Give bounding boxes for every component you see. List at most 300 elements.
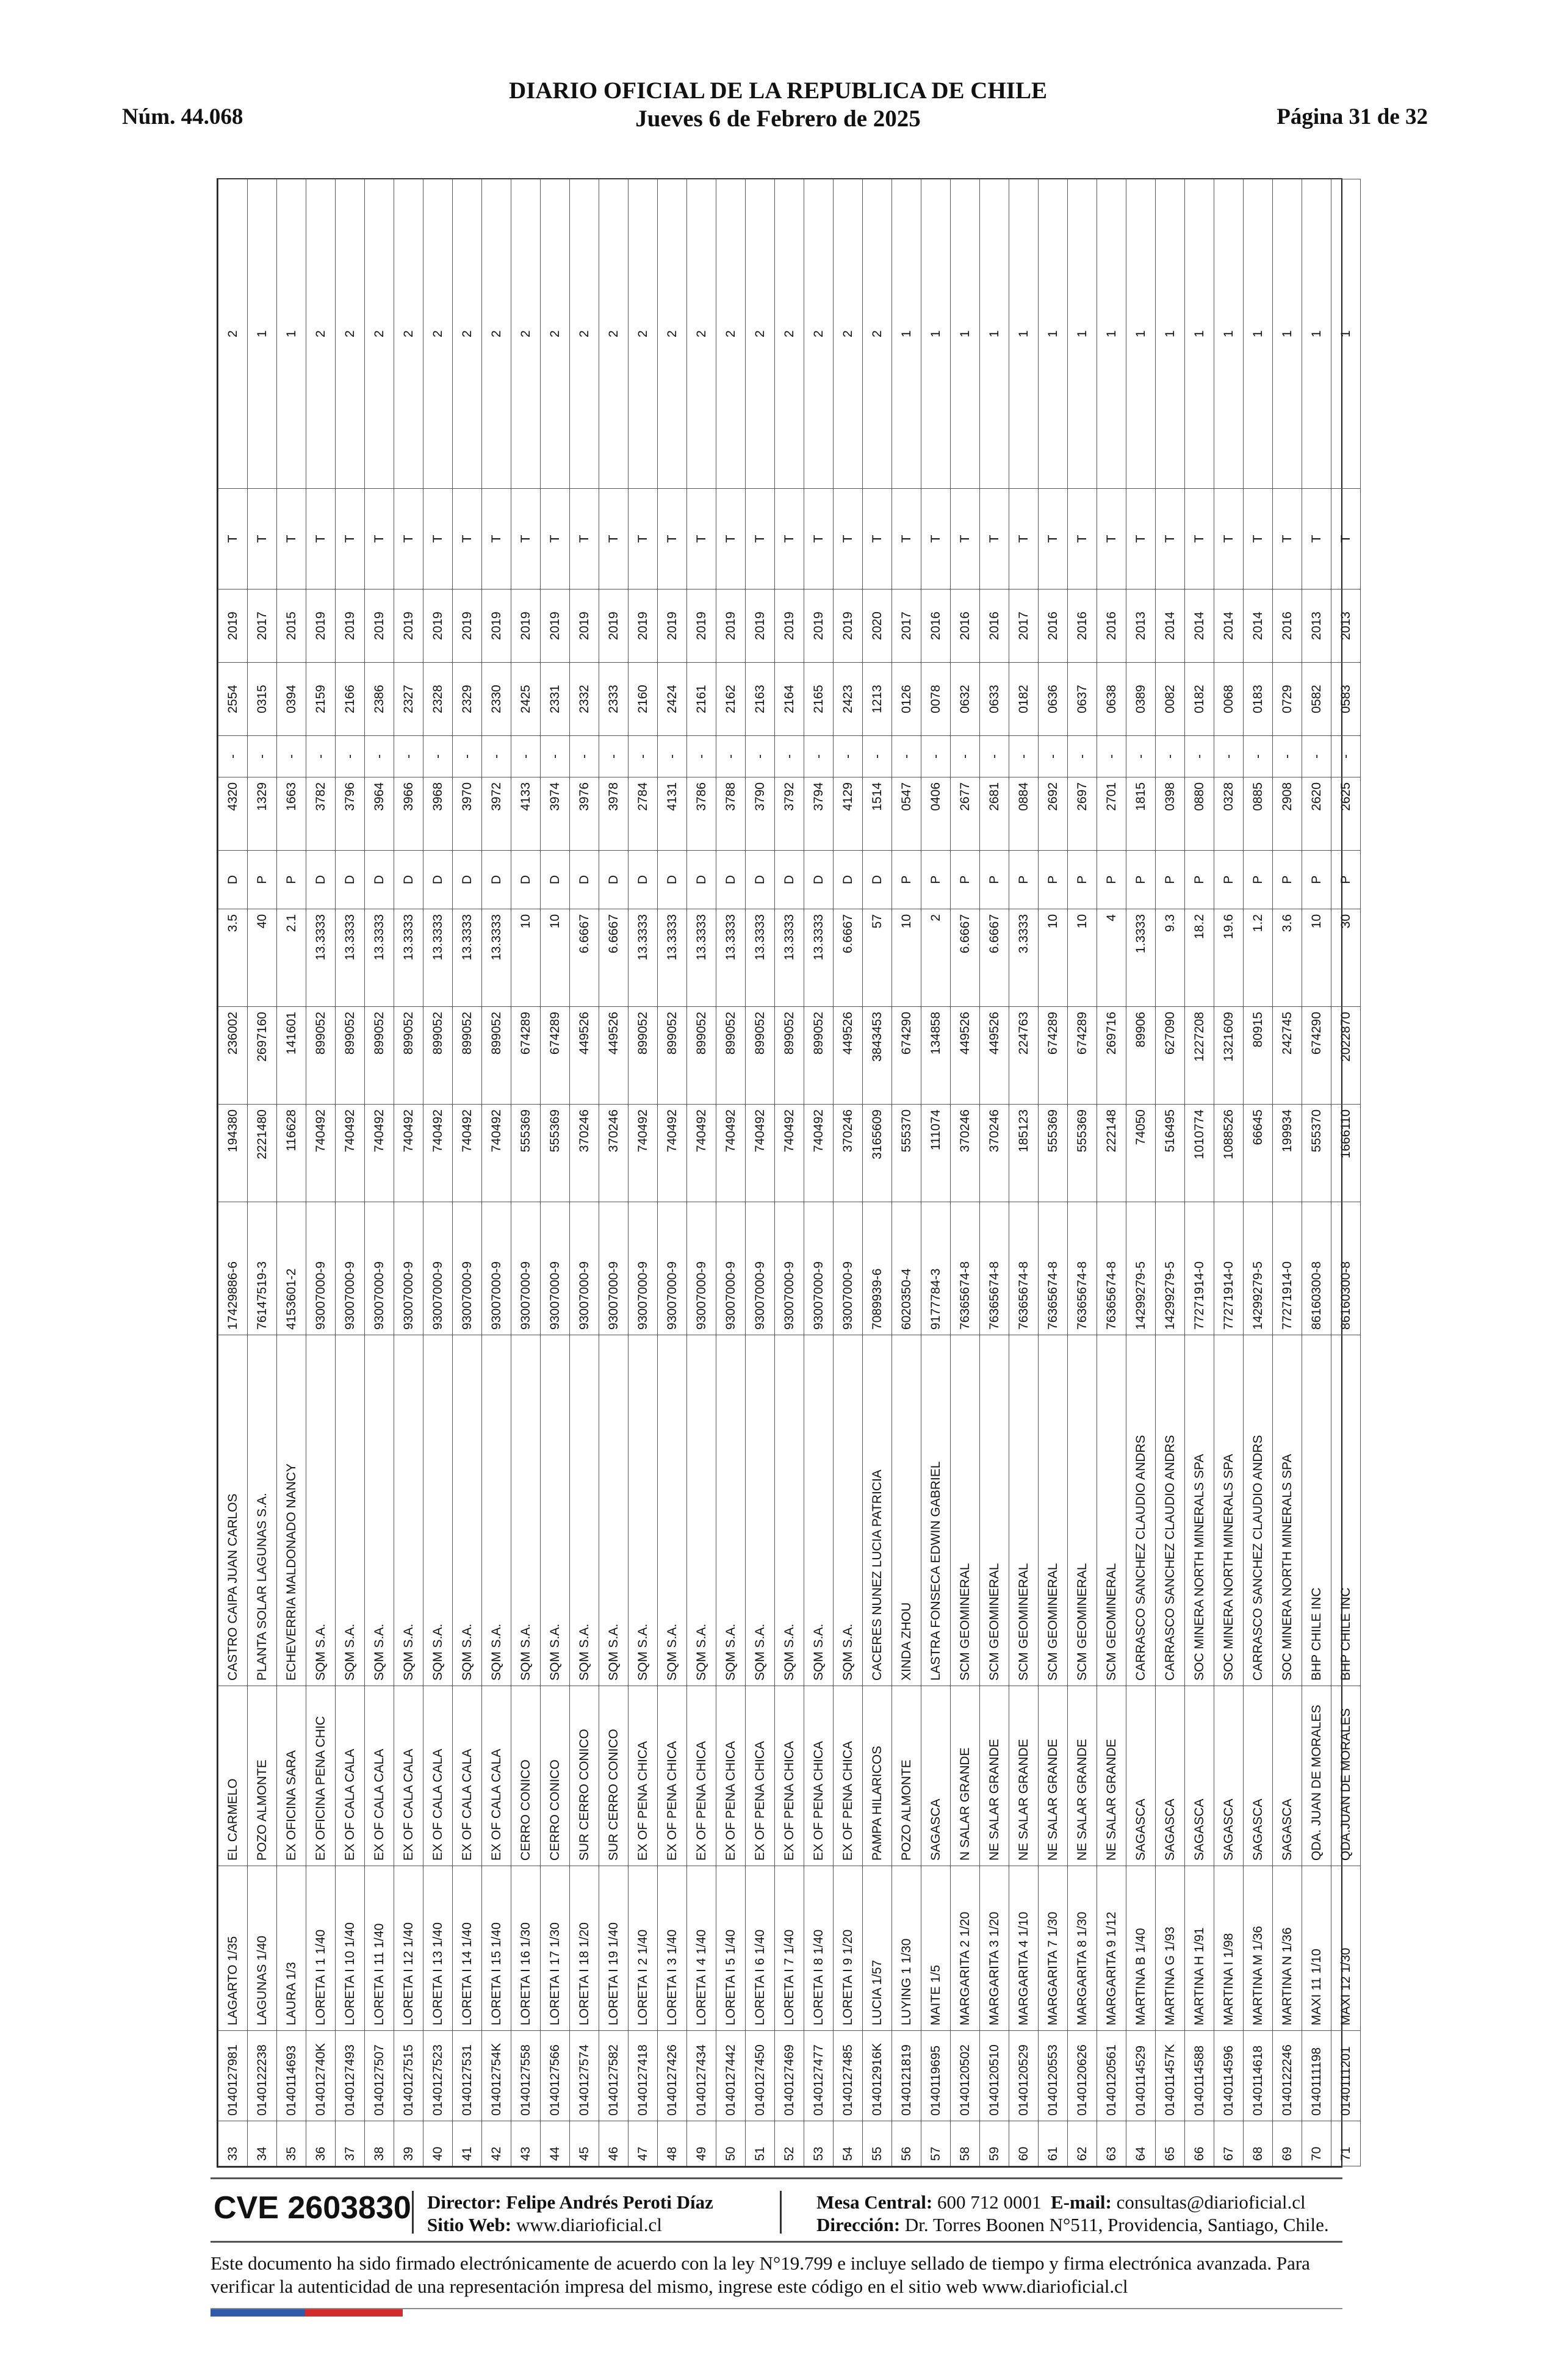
- table-row: [453, 179, 482, 2166]
- table-cell: 61: [1039, 2121, 1068, 2166]
- table-cell: 10: [511, 909, 541, 1007]
- table-cell: 93007000-9: [453, 1202, 482, 1335]
- table-cell: MAXI 12 1/30: [1331, 1866, 1361, 2031]
- table-cell: 0182: [1185, 663, 1214, 736]
- table-cell: 2: [629, 179, 658, 489]
- table-cell: -: [1273, 736, 1302, 777]
- table-cell: 2424: [658, 663, 687, 736]
- table-cell: T: [980, 489, 1009, 590]
- table-cell: 014011457K: [1156, 2031, 1185, 2121]
- table-cell: MAXI 11 1/10: [1302, 1866, 1331, 2031]
- table-cell: 77271914-0: [1185, 1202, 1214, 1335]
- concessions-table-rotated: [218, 179, 1353, 2166]
- table-cell: CERRO CONICO: [511, 1686, 541, 1866]
- table-cell: EX OF PENA CHICA: [804, 1686, 834, 1866]
- table-cell: D: [775, 851, 804, 909]
- table-cell: 4131: [658, 777, 687, 851]
- table-cell: LORETA I 8 1/40: [804, 1866, 834, 2031]
- table-cell: 2328: [423, 663, 453, 736]
- table-cell: 0140120561: [1097, 2031, 1126, 2121]
- table-cell: 2019: [306, 590, 336, 663]
- table-cell: 76365674-8: [1097, 1202, 1126, 1335]
- table-cell: 13.3333: [804, 909, 834, 1007]
- table-cell: 899052: [804, 1007, 834, 1105]
- table-cell: T: [951, 489, 980, 590]
- table-cell: 62: [1068, 2121, 1097, 2166]
- table-cell: 1: [1156, 179, 1185, 489]
- table-cell: 0140127450: [746, 2031, 775, 2121]
- table-cell: 2019: [423, 590, 453, 663]
- table-cell: -: [365, 736, 394, 777]
- table-row: [1185, 179, 1214, 2166]
- table-cell: 38: [365, 2121, 394, 2166]
- mesa-label: Mesa Central:: [816, 2191, 933, 2213]
- table-cell: -: [1331, 736, 1361, 777]
- table-cell: 0140114618: [1244, 2031, 1273, 2121]
- table-cell: T: [892, 489, 921, 590]
- table-cell: SQM S.A.: [394, 1335, 423, 1686]
- site-link[interactable]: www.diarioficial.cl: [516, 2214, 662, 2235]
- table-cell: 54: [834, 2121, 863, 2166]
- table-cell: 1329: [248, 777, 277, 851]
- table-cell: QDA.JUAN DE MORALES: [1331, 1686, 1361, 1866]
- table-cell: LORETA I 9 1/20: [834, 1866, 863, 2031]
- table-cell: P: [1009, 851, 1039, 909]
- table-cell: 222148: [1097, 1105, 1126, 1202]
- table-cell: 86160300-8: [1331, 1202, 1361, 1335]
- table-cell: T: [1068, 489, 1097, 590]
- table-cell: 3796: [336, 777, 365, 851]
- table-cell: -: [218, 736, 248, 777]
- table-cell: -: [1039, 736, 1068, 777]
- table-cell: 0140127434: [687, 2031, 716, 2121]
- table-cell: 76365674-8: [1009, 1202, 1039, 1335]
- table-cell: 0082: [1156, 663, 1185, 736]
- table-cell: 1: [1009, 179, 1039, 489]
- table-cell: EX OF PENA CHICA: [658, 1686, 687, 1866]
- table-cell: 6.6667: [834, 909, 863, 1007]
- table-cell: -: [687, 736, 716, 777]
- table-cell: -: [453, 736, 482, 777]
- table-cell: -: [951, 736, 980, 777]
- table-row: [687, 179, 716, 2166]
- table-cell: 2013: [1126, 590, 1156, 663]
- table-cell: D: [629, 851, 658, 909]
- table-cell: LORETA I 6 1/40: [746, 1866, 775, 2031]
- footer-divider-middle: [211, 2241, 1342, 2243]
- table-cell: T: [336, 489, 365, 590]
- table-cell: 2014: [1185, 590, 1214, 663]
- table-cell: BHP CHILE INC: [1302, 1335, 1331, 1686]
- table-cell: 3794: [804, 777, 834, 851]
- table-cell: 2221480: [248, 1105, 277, 1202]
- table-cell: MARGARITA 3 1/20: [980, 1866, 1009, 2031]
- table-cell: 0633: [980, 663, 1009, 736]
- table-cell: 65: [1156, 2121, 1185, 2166]
- table-cell: LORETA I 18 1/20: [570, 1866, 599, 2031]
- table-row: [980, 179, 1009, 2166]
- table-cell: SAGASCA: [1244, 1686, 1273, 1866]
- table-cell: 0583: [1331, 663, 1361, 736]
- table-cell: 48: [658, 2121, 687, 2166]
- table-cell: 449526: [599, 1007, 629, 1105]
- table-cell: 370246: [570, 1105, 599, 1202]
- table-cell: 0884: [1009, 777, 1039, 851]
- table-cell: -: [775, 736, 804, 777]
- table-cell: T: [394, 489, 423, 590]
- table-cell: 2625: [1331, 777, 1361, 851]
- table-row: [1244, 179, 1273, 2166]
- footer-separator: [412, 2191, 414, 2234]
- table-cell: MARTINA H 1/91: [1185, 1866, 1214, 2031]
- table-cell: 3788: [716, 777, 746, 851]
- table-cell: 57: [921, 2121, 951, 2166]
- table-cell: 93007000-9: [687, 1202, 716, 1335]
- table-cell: 0394: [277, 663, 306, 736]
- table-cell: 35: [277, 2121, 306, 2166]
- table-cell: 1: [277, 179, 306, 489]
- table-cell: SCM GEOMINERAL: [1039, 1335, 1068, 1686]
- table-cell: 2163: [746, 663, 775, 736]
- table-cell: 0140111198: [1302, 2031, 1331, 2121]
- table-cell: SQM S.A.: [775, 1335, 804, 1686]
- table-cell: 13.3333: [629, 909, 658, 1007]
- table-cell: P: [248, 851, 277, 909]
- table-cell: MARTINA N 1/36: [1273, 1866, 1302, 2031]
- table-cell: 0140111201: [1331, 2031, 1361, 2121]
- table-cell: 449526: [834, 1007, 863, 1105]
- table-cell: N SALAR GRANDE: [951, 1686, 980, 1866]
- table-cell: 3.5: [218, 909, 248, 1007]
- table-cell: 899052: [629, 1007, 658, 1105]
- concessions-table-frame: [217, 178, 1353, 2168]
- table-cell: 899052: [658, 1007, 687, 1105]
- table-cell: 899052: [453, 1007, 482, 1105]
- table-cell: 2: [394, 179, 423, 489]
- site-label: Sitio Web:: [427, 2214, 512, 2235]
- table-cell: 370246: [951, 1105, 980, 1202]
- table-cell: T: [453, 489, 482, 590]
- table-cell: LAGARTO 1/35: [218, 1866, 248, 2031]
- table-cell: 2162: [716, 663, 746, 736]
- table-cell: 93007000-9: [599, 1202, 629, 1335]
- table-cell: 2554: [218, 663, 248, 736]
- table-cell: 3966: [394, 777, 423, 851]
- table-cell: 2: [863, 179, 892, 489]
- table-cell: 1.3333: [1126, 909, 1156, 1007]
- table-cell: CASTRO CAIPA JUAN CARLOS: [218, 1335, 248, 1686]
- table-cell: 0140114588: [1185, 2031, 1214, 2121]
- table-cell: T: [1302, 489, 1331, 590]
- table-cell: P: [1156, 851, 1185, 909]
- table-cell: 3974: [541, 777, 570, 851]
- table-cell: NE SALAR GRANDE: [1097, 1686, 1126, 1866]
- table-cell: 7089939-6: [863, 1202, 892, 1335]
- table-cell: 2: [570, 179, 599, 489]
- table-cell: P: [1126, 851, 1156, 909]
- table-cell: T: [1273, 489, 1302, 590]
- table-cell: 14299279-5: [1126, 1202, 1156, 1335]
- table-row: [746, 179, 775, 2166]
- table-cell: 2329: [453, 663, 482, 736]
- table-cell: T: [804, 489, 834, 590]
- table-cell: 899052: [482, 1007, 511, 1105]
- table-cell: 76147519-3: [248, 1202, 277, 1335]
- table-cell: LORETA I 15 1/40: [482, 1866, 511, 2031]
- table-cell: 1663: [277, 777, 306, 851]
- footer-separator-2: [780, 2191, 782, 2234]
- table-cell: 1: [1068, 179, 1097, 489]
- table-cell: 2019: [365, 590, 394, 663]
- table-cell: 1: [1126, 179, 1156, 489]
- table-cell: D: [511, 851, 541, 909]
- table-cell: 2013: [1331, 590, 1361, 663]
- table-cell: 0068: [1214, 663, 1244, 736]
- table-cell: 2016: [1097, 590, 1126, 663]
- table-cell: EX OF PENA CHICA: [716, 1686, 746, 1866]
- table-cell: D: [570, 851, 599, 909]
- table-cell: SOC MINERA NORTH MINERALS SPA: [1185, 1335, 1214, 1686]
- cve-code: CVE 2603830: [214, 2190, 411, 2226]
- table-cell: 899052: [775, 1007, 804, 1105]
- table-cell: EX OF CALA CALA: [365, 1686, 394, 1866]
- table-cell: 0182: [1009, 663, 1039, 736]
- table-cell: 93007000-9: [804, 1202, 834, 1335]
- table-cell: 2016: [1039, 590, 1068, 663]
- table-cell: 899052: [716, 1007, 746, 1105]
- table-row: [365, 179, 394, 2166]
- table-cell: 0547: [892, 777, 921, 851]
- masthead: [473, 77, 1083, 133]
- table-cell: MARTINA B 1/40: [1126, 1866, 1156, 2031]
- flag-stripe-blue: [211, 2309, 305, 2317]
- table-cell: 0398: [1156, 777, 1185, 851]
- table-cell: -: [746, 736, 775, 777]
- table-cell: -: [658, 736, 687, 777]
- table-cell: 2164: [775, 663, 804, 736]
- table-cell: P: [1302, 851, 1331, 909]
- table-cell: T: [1097, 489, 1126, 590]
- table-cell: 6020350-4: [892, 1202, 921, 1335]
- table-cell: MARGARITA 8 1/30: [1068, 1866, 1097, 2031]
- table-cell: 60: [1009, 2121, 1039, 2166]
- table-cell: 2330: [482, 663, 511, 736]
- table-cell: 93007000-9: [658, 1202, 687, 1335]
- table-cell: 2019: [541, 590, 570, 663]
- table-cell: 2: [775, 179, 804, 489]
- table-cell: T: [1331, 489, 1361, 590]
- table-cell: 13.3333: [394, 909, 423, 1007]
- table-cell: D: [365, 851, 394, 909]
- table-cell: T: [511, 489, 541, 590]
- table-cell: T: [1039, 489, 1068, 590]
- table-cell: 674289: [1068, 1007, 1097, 1105]
- table-cell: 2016: [921, 590, 951, 663]
- table-cell: 3978: [599, 777, 629, 851]
- table-cell: 74050: [1126, 1105, 1156, 1202]
- table-cell: T: [1009, 489, 1039, 590]
- table-cell: 116628: [277, 1105, 306, 1202]
- director-name: Felipe Andrés Peroti Díaz: [506, 2191, 713, 2213]
- table-row: [277, 179, 306, 2166]
- table-cell: 3843453: [863, 1007, 892, 1105]
- table-cell: T: [1126, 489, 1156, 590]
- table-cell: -: [1185, 736, 1214, 777]
- table-cell: 899052: [423, 1007, 453, 1105]
- table-cell: 93007000-9: [423, 1202, 453, 1335]
- table-cell: 740492: [629, 1105, 658, 1202]
- table-cell: 50: [716, 2121, 746, 2166]
- table-row: [1068, 179, 1097, 2166]
- table-cell: T: [306, 489, 336, 590]
- table-cell: T: [218, 489, 248, 590]
- table-cell: 0880: [1185, 777, 1214, 851]
- table-cell: 52: [775, 2121, 804, 2166]
- table-cell: 740492: [453, 1105, 482, 1202]
- table-cell: 0126: [892, 663, 921, 736]
- table-cell: 17429886-6: [218, 1202, 248, 1335]
- table-cell: 0140127477: [804, 2031, 834, 2121]
- table-cell: QDA. JUAN DE MORALES: [1302, 1686, 1331, 1866]
- table-cell: -: [716, 736, 746, 777]
- table-cell: 2014: [1214, 590, 1244, 663]
- table-cell: -: [570, 736, 599, 777]
- table-cell: CARRASCO SANCHEZ CLAUDIO ANDRS: [1156, 1335, 1185, 1686]
- table-cell: 13.3333: [306, 909, 336, 1007]
- table-cell: 134858: [921, 1007, 951, 1105]
- table-row: [541, 179, 570, 2166]
- table-cell: 2019: [629, 590, 658, 663]
- table-cell: 4320: [218, 777, 248, 851]
- table-cell: 194380: [218, 1105, 248, 1202]
- table-cell: 13.3333: [658, 909, 687, 1007]
- table-cell: 13.3333: [453, 909, 482, 1007]
- table-cell: 674290: [892, 1007, 921, 1105]
- table-cell: D: [482, 851, 511, 909]
- table-cell: 93007000-9: [394, 1202, 423, 1335]
- table-cell: 1: [1244, 179, 1273, 489]
- table-cell: 13.3333: [716, 909, 746, 1007]
- table-cell: D: [453, 851, 482, 909]
- table-cell: 3786: [687, 777, 716, 851]
- table-cell: 0140122246: [1273, 2031, 1302, 2121]
- table-cell: 93007000-9: [336, 1202, 365, 1335]
- table-cell: 2016: [980, 590, 1009, 663]
- table-cell: 899052: [746, 1007, 775, 1105]
- table-row: [1126, 179, 1156, 2166]
- table-cell: D: [218, 851, 248, 909]
- table-cell: D: [716, 851, 746, 909]
- address-value: Dr. Torres Boonen N°511, Providencia, Santiago, Chile.: [904, 2214, 1329, 2235]
- table-cell: 516495: [1156, 1105, 1185, 1202]
- table-cell: 2016: [1273, 590, 1302, 663]
- table-cell: T: [1244, 489, 1273, 590]
- table-cell: 627090: [1156, 1007, 1185, 1105]
- table-cell: 93007000-9: [834, 1202, 863, 1335]
- table-cell: 0140114693: [277, 2031, 306, 2121]
- table-cell: PAMPA HILARICOS: [863, 1686, 892, 1866]
- table-cell: -: [804, 736, 834, 777]
- table-cell: 555369: [1039, 1105, 1068, 1202]
- table-cell: 2165: [804, 663, 834, 736]
- table-cell: 2019: [336, 590, 365, 663]
- table-cell: POZO ALMONTE: [892, 1686, 921, 1866]
- table-cell: T: [482, 489, 511, 590]
- table-cell: 740492: [336, 1105, 365, 1202]
- table-cell: 41: [453, 2121, 482, 2166]
- table-cell: 2014: [1244, 590, 1273, 663]
- table-cell: 141601: [277, 1007, 306, 1105]
- table-row: [892, 179, 921, 2166]
- table-cell: 242745: [1273, 1007, 1302, 1105]
- table-cell: 4153601-2: [277, 1202, 306, 1335]
- email-link[interactable]: consultas@diarioficial.cl: [1116, 2191, 1306, 2213]
- table-cell: D: [394, 851, 423, 909]
- table-cell: 2166: [336, 663, 365, 736]
- table-cell: MARTINA G 1/93: [1156, 1866, 1185, 2031]
- table-cell: LORETA I 10 1/40: [336, 1866, 365, 2031]
- table-cell: CARRASCO SANCHEZ CLAUDIO ANDRS: [1244, 1335, 1273, 1686]
- table-cell: 14299279-5: [1156, 1202, 1185, 1335]
- table-cell: 2425: [511, 663, 541, 736]
- table-cell: 2327: [394, 663, 423, 736]
- table-cell: 1666110: [1331, 1105, 1361, 1202]
- table-cell: 37: [336, 2121, 365, 2166]
- table-cell: 1: [921, 179, 951, 489]
- table-cell: 2015: [277, 590, 306, 663]
- table-cell: 2160: [629, 663, 658, 736]
- table-cell: 269716: [1097, 1007, 1126, 1105]
- table-cell: T: [541, 489, 570, 590]
- table-cell: SCM GEOMINERAL: [1068, 1335, 1097, 1686]
- table-cell: 899052: [687, 1007, 716, 1105]
- table-cell: LORETA I 3 1/40: [658, 1866, 687, 2031]
- table-cell: P: [980, 851, 1009, 909]
- table-cell: -: [1156, 736, 1185, 777]
- table-cell: T: [599, 489, 629, 590]
- table-cell: 1: [1039, 179, 1068, 489]
- table-cell: 13.3333: [365, 909, 394, 1007]
- table-cell: SQM S.A.: [599, 1335, 629, 1686]
- table-cell: 2: [423, 179, 453, 489]
- table-cell: SQM S.A.: [511, 1335, 541, 1686]
- table-cell: 6.6667: [570, 909, 599, 1007]
- table-cell: 0140114529: [1126, 2031, 1156, 2121]
- table-cell: 64: [1126, 2121, 1156, 2166]
- table-cell: SQM S.A.: [716, 1335, 746, 1686]
- table-cell: 89906: [1126, 1007, 1156, 1105]
- table-cell: 2019: [687, 590, 716, 663]
- table-cell: LAGUNAS 1/40: [248, 1866, 277, 2031]
- email-label: E-mail:: [1051, 2191, 1112, 2213]
- table-cell: 3972: [482, 777, 511, 851]
- table-cell: 1: [1214, 179, 1244, 489]
- table-cell: 40: [248, 909, 277, 1007]
- table-cell: 0140120626: [1068, 2031, 1097, 2121]
- table-cell: 2: [511, 179, 541, 489]
- table-cell: 2019: [511, 590, 541, 663]
- table-cell: SQM S.A.: [453, 1335, 482, 1686]
- table-cell: 4129: [834, 777, 863, 851]
- table-cell: 0140120510: [980, 2031, 1009, 2121]
- table-cell: 1: [1097, 179, 1126, 489]
- table-cell: 3.3333: [1009, 909, 1039, 1007]
- table-cell: T: [629, 489, 658, 590]
- table-cell: T: [1185, 489, 1214, 590]
- table-cell: 55: [863, 2121, 892, 2166]
- table-cell: T: [834, 489, 863, 590]
- table-cell: 2: [804, 179, 834, 489]
